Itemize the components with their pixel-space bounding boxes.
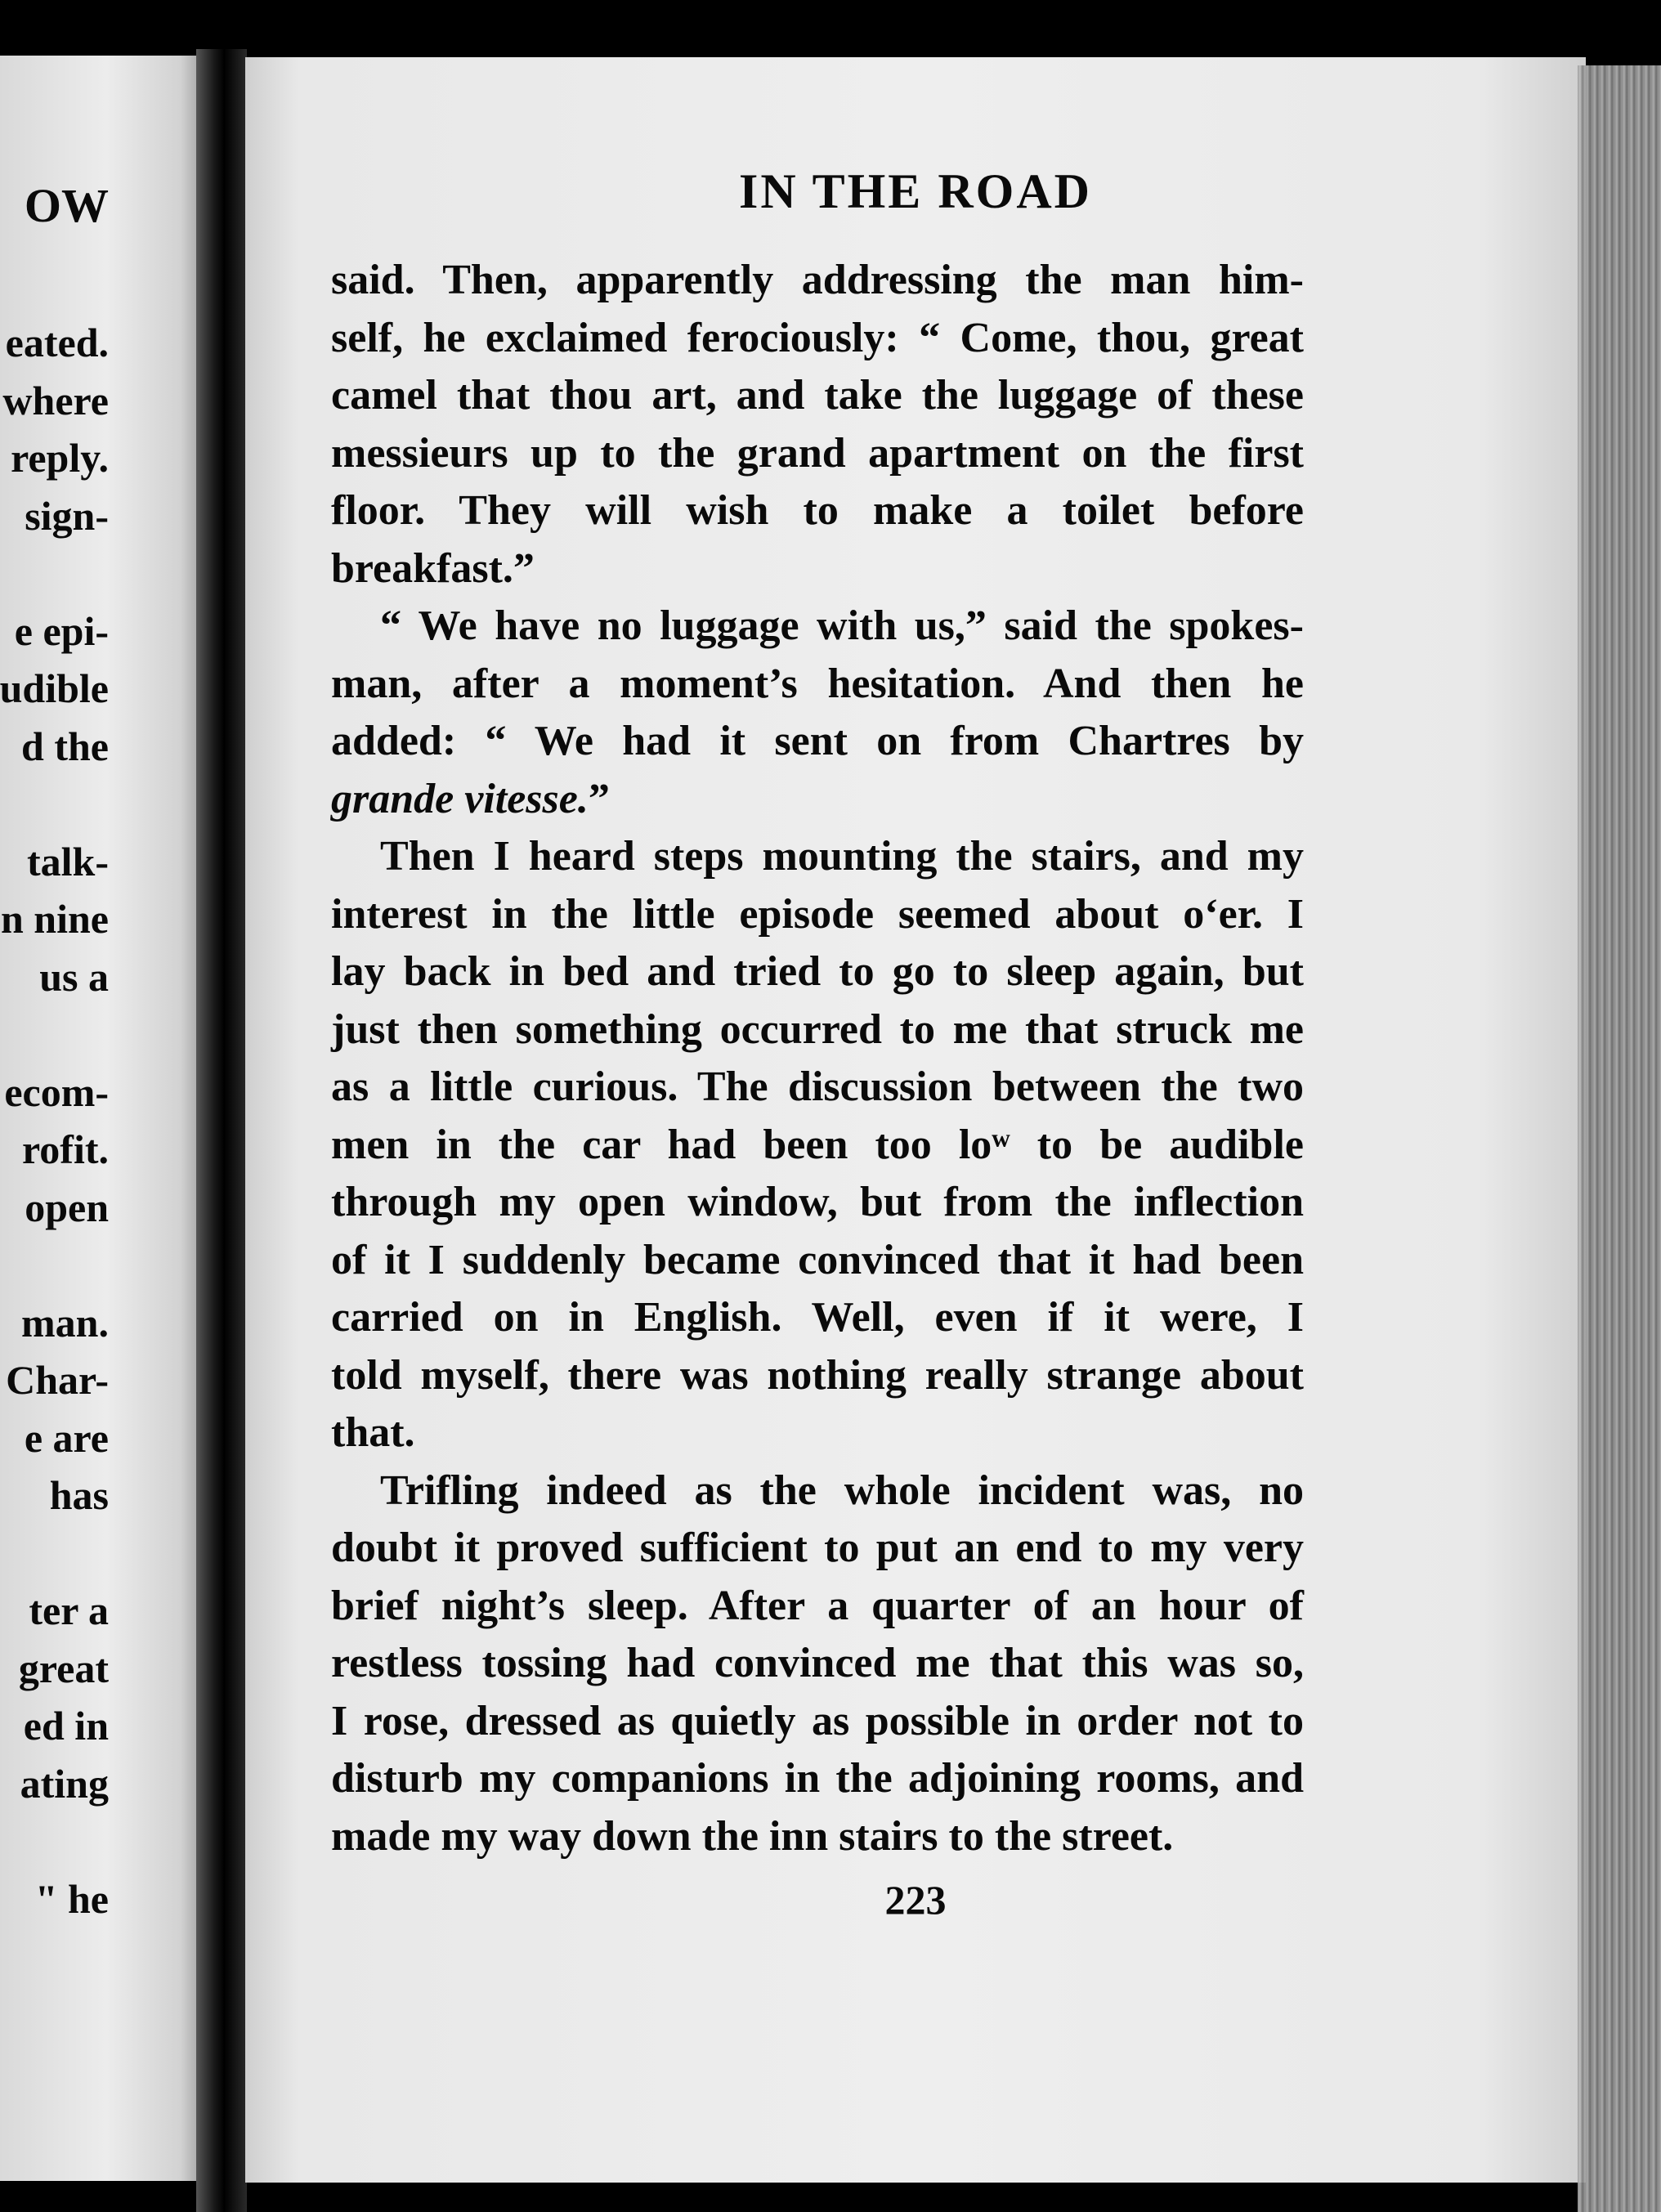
left-page-line-fragment: d the — [21, 723, 109, 769]
text-line: restless tossing had convinced me that this was so, — [331, 1640, 1304, 1686]
text-line — [331, 771, 1304, 829]
left-page-line-fragment: reply. — [11, 435, 109, 481]
text-line: said. Then, apparently addressing the man him- — [331, 257, 1304, 303]
text-line: through my open window, but from the inflection — [331, 1179, 1304, 1225]
left-page-line-fragment: man. — [21, 1299, 109, 1346]
text-line: I rose, dressed as quietly as possible in order not to — [331, 1697, 1304, 1744]
text-line: Trifling indeed as the whole incident was, no — [380, 1466, 1304, 1514]
left-page-line-fragment: sign- — [25, 492, 109, 539]
left-page-line-fragment: rofit. — [22, 1126, 109, 1172]
text-line: “ We have no luggage with us,” said the spokes- — [380, 602, 1304, 649]
left-page-line-fragment: great — [18, 1645, 109, 1691]
text-line: told myself, there was nothing really strange about — [331, 1351, 1304, 1399]
text-line: Then I heard steps mounting the stairs, and my — [380, 833, 1304, 880]
left-page-line-fragment: where — [2, 377, 109, 423]
left-page-line-fragment: udible — [0, 665, 109, 711]
left-page-line-fragment: ating — [20, 1760, 109, 1807]
text-line: men in the car had been too loʷ to be audible — [331, 1121, 1304, 1168]
left-page-heading-fragment: OW — [24, 179, 109, 232]
left-page-line-fragment: ed in — [23, 1703, 109, 1749]
text-line: messieurs up to the grand apartment on the first — [331, 429, 1304, 477]
page-edges — [1578, 65, 1661, 2212]
left-page — [0, 56, 213, 2181]
text-line: floor. They will wish to make a toilet before — [331, 487, 1304, 534]
paragraph — [331, 828, 1304, 1462]
left-page-line-fragment: n nine — [0, 896, 109, 942]
text-line: just then something occurred to me that struck me — [331, 1005, 1304, 1053]
left-page-line-fragment: Char- — [6, 1357, 109, 1403]
italic-phrase: grande vitesse. — [331, 775, 589, 822]
body-text — [331, 252, 1304, 1865]
text-line: carried on in English. Well, eᴠen if it were, I — [331, 1294, 1304, 1341]
text-line: lay back in bed and tried to go to sleep again, but — [331, 948, 1304, 995]
book-gutter — [196, 49, 247, 2212]
text-line: that. — [331, 1409, 415, 1456]
running-head: IN THE ROAD — [739, 164, 1092, 218]
left-page-line-fragment: open — [25, 1184, 109, 1230]
left-page-line-fragment: talk- — [27, 838, 109, 884]
text-line: brief night’s sleep. After a quarter of an hour of — [331, 1582, 1304, 1629]
text-line: self, he exclaimed ferociously: “ Come, thou, great — [331, 314, 1304, 361]
left-page-line-fragment: " he — [34, 1875, 109, 1922]
text-line: man, after a moment’s hesitation. And then he — [331, 660, 1304, 707]
left-page-line-fragment: us a — [39, 953, 109, 1000]
paragraph — [331, 1462, 1304, 1866]
paragraph — [331, 598, 1304, 828]
closing-quote: ” — [588, 775, 610, 822]
text-line: disturb my companions in the adjoining rooms, and — [331, 1755, 1304, 1802]
page-number: 223 — [884, 1877, 947, 1923]
text-line: doubt it proved sufficient to put an end to my very — [331, 1525, 1304, 1571]
text-line: as a little curious. The discussion between the two — [331, 1063, 1304, 1110]
text-line: camel that thou art, and take the luggage of these — [331, 372, 1304, 419]
text-line: interest in the little episode seemed about oʻer. I — [331, 890, 1304, 938]
left-page-line-fragment: ter a — [29, 1587, 109, 1633]
text-line: added: “ We had it sent on from Chartres by — [331, 718, 1304, 764]
left-page-line-fragment: eated. — [5, 320, 109, 365]
left-page-line-fragment: has — [49, 1472, 109, 1518]
text-line: made my way down the inn stairs to the street. — [331, 1812, 1174, 1860]
left-page-line-fragment: ecom- — [4, 1068, 109, 1115]
left-page-line-fragment: e are — [24, 1414, 109, 1461]
text-line: breakfast.” — [331, 544, 535, 592]
paragraph — [331, 252, 1304, 598]
text-line: of it I suddenly became convinced that it had been — [331, 1236, 1304, 1283]
left-page-line-fragment: e epi- — [14, 607, 109, 654]
